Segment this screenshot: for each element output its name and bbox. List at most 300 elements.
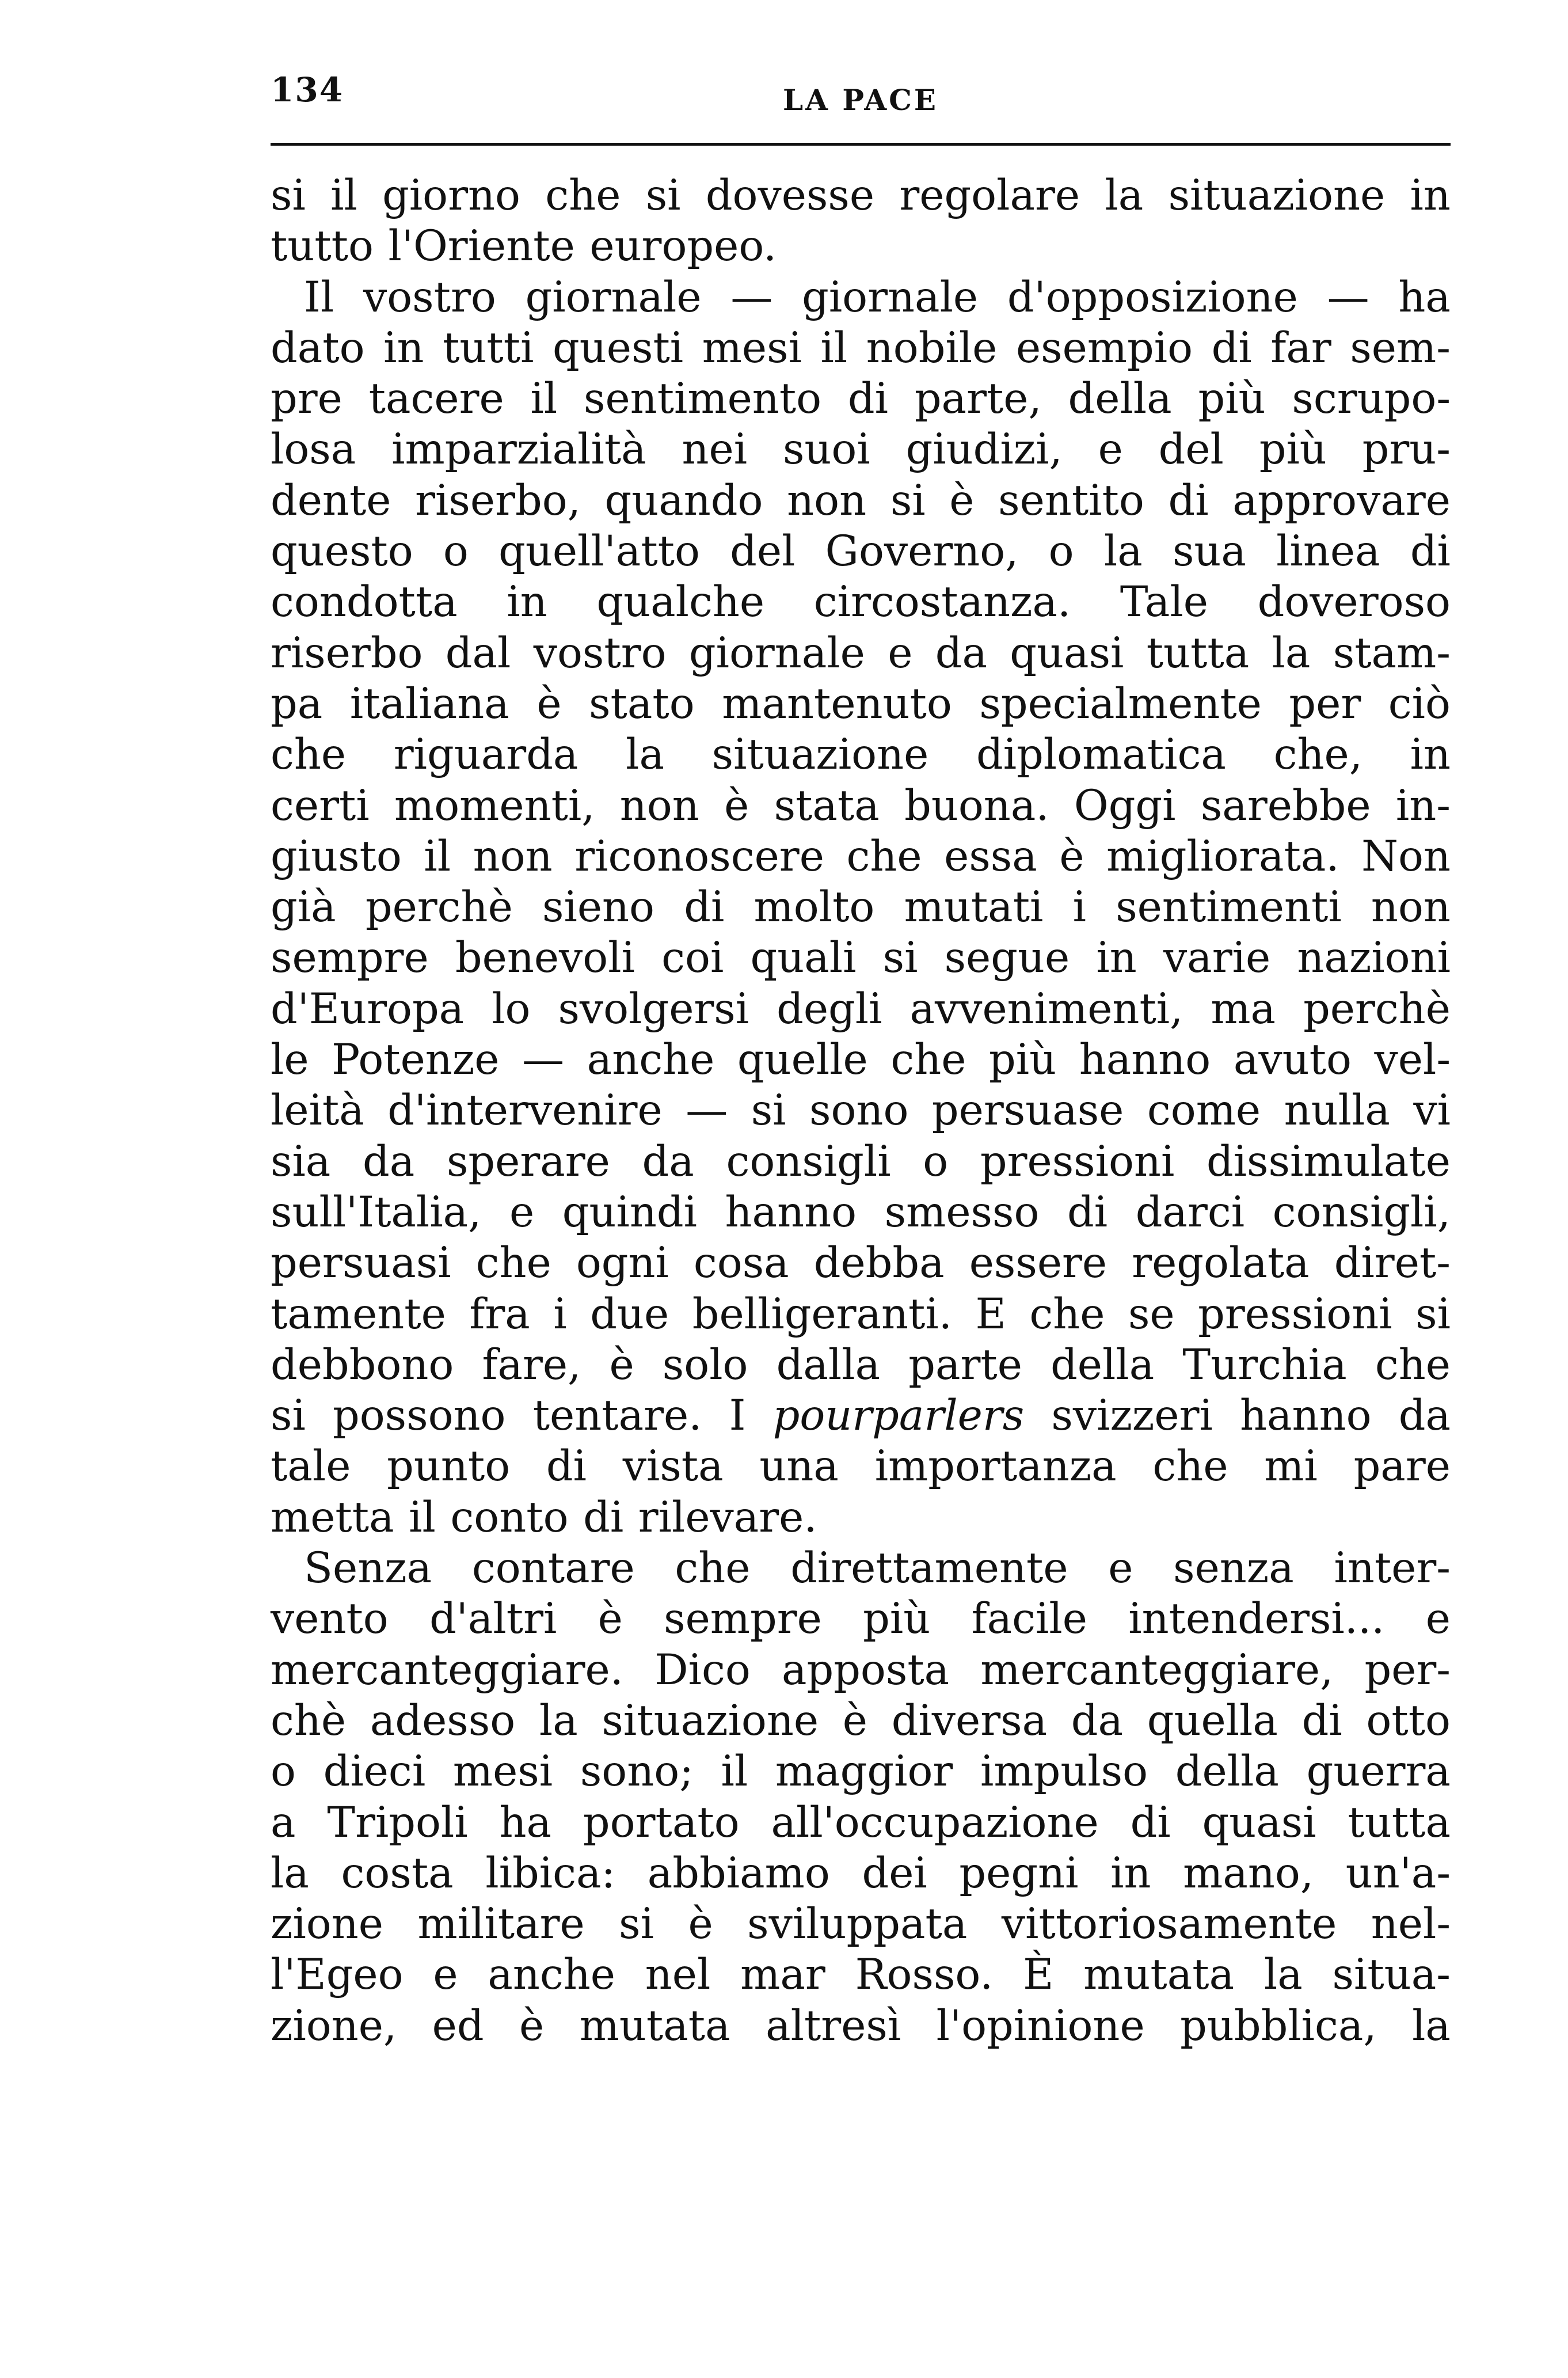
word: consigli: [726, 1137, 891, 1186]
text-line: [271, 1746, 1451, 1797]
text-line: [271, 1391, 1451, 1441]
word: metta: [271, 1492, 394, 1542]
word: ma: [1211, 984, 1276, 1034]
word: in: [1410, 730, 1451, 780]
text-line: [271, 882, 1451, 933]
word: impulso: [980, 1747, 1148, 1796]
word: più: [1198, 374, 1266, 424]
word: di: [847, 374, 888, 424]
word: e: [1425, 1594, 1451, 1644]
word: Rosso.: [855, 1950, 994, 2000]
word: mesi: [452, 1747, 553, 1796]
word: —: [730, 272, 773, 322]
word: non: [787, 476, 867, 525]
word: come: [1147, 1086, 1261, 1135]
text-line: [271, 170, 1451, 221]
word: pa: [271, 679, 323, 728]
word: sempre: [271, 933, 429, 983]
word: hanno: [1079, 1035, 1211, 1085]
word: Governo,: [825, 527, 1019, 576]
word: diversa: [891, 1696, 1048, 1745]
word: momenti,: [394, 781, 595, 830]
word: avvenimenti,: [909, 984, 1183, 1034]
word: sarebbe: [1200, 781, 1371, 830]
word: vista: [622, 1442, 724, 1491]
word: il: [424, 831, 451, 881]
word: solo: [662, 1340, 748, 1389]
text-line: [271, 679, 1451, 730]
word: giusto: [271, 831, 402, 881]
word: dente: [271, 476, 391, 525]
word: possono: [332, 1391, 506, 1441]
word: si: [271, 1391, 306, 1441]
text-line: [271, 730, 1451, 780]
word: di: [1168, 476, 1209, 525]
word: Dico: [654, 1645, 751, 1695]
word: sua: [1172, 527, 1246, 576]
word: vel-: [1374, 1035, 1451, 1085]
word: i: [1072, 883, 1086, 932]
word: nulla: [1284, 1086, 1390, 1135]
word: mantenuto: [722, 679, 952, 728]
word: che: [1152, 1442, 1228, 1491]
word: e: [1108, 1544, 1133, 1593]
word: dalla: [776, 1340, 881, 1389]
word: sono;: [580, 1747, 694, 1796]
text-line: [271, 781, 1451, 831]
word: ciò: [1388, 679, 1451, 728]
word: o: [443, 527, 469, 576]
word: d'intervenire: [387, 1086, 663, 1135]
word: è: [688, 1900, 713, 1949]
word: molto: [753, 883, 875, 932]
word: per: [1289, 679, 1361, 728]
word: già: [271, 883, 336, 932]
text-line: [271, 374, 1451, 424]
word: che: [846, 831, 922, 881]
word: suoi: [782, 425, 870, 474]
word: tamente: [271, 1289, 446, 1339]
word: nel-: [1371, 1900, 1451, 1949]
word: è: [597, 1594, 623, 1644]
word: di: [1067, 1187, 1108, 1237]
word: e: [1098, 425, 1123, 474]
word: approvare: [1232, 476, 1451, 525]
word: per-: [1364, 1645, 1451, 1695]
word: l'opinione: [936, 2001, 1145, 2050]
word: hanno: [1240, 1391, 1372, 1441]
word: vi: [1413, 1086, 1451, 1135]
word: la: [1412, 2001, 1451, 2050]
word: la: [539, 1696, 578, 1745]
word: in: [1410, 171, 1451, 220]
word: tutto: [271, 222, 374, 271]
word: vostro: [533, 628, 667, 678]
text-line: [271, 221, 1451, 272]
word: vostro: [363, 272, 496, 322]
word: dal: [445, 628, 511, 678]
word: ogni: [576, 1239, 669, 1288]
word: quindi: [562, 1187, 697, 1237]
word: in: [383, 323, 424, 373]
word: è: [519, 2001, 545, 2050]
word: sia: [271, 1137, 331, 1186]
word: quali: [750, 933, 857, 983]
word: che: [675, 1544, 751, 1593]
word: È: [1023, 1950, 1054, 2000]
word: debba: [813, 1239, 945, 1288]
word: riconoscere: [574, 831, 824, 881]
word: si: [890, 476, 926, 525]
text-line: [271, 1441, 1451, 1492]
word: losa: [271, 425, 356, 474]
text-line: [271, 1492, 1451, 1543]
word: importanza: [874, 1442, 1117, 1491]
word: quando: [604, 476, 763, 525]
text-line: [271, 1696, 1451, 1746]
word: i: [553, 1289, 567, 1339]
word: sentimenti: [1116, 883, 1342, 932]
word: quasi: [1202, 1798, 1316, 1847]
word: mutata: [1083, 1950, 1235, 2000]
word: lo: [492, 984, 531, 1034]
word: da: [642, 1137, 694, 1186]
word: sem-: [1350, 323, 1451, 373]
word: hanno: [725, 1187, 857, 1237]
word: zione: [271, 1900, 383, 1949]
word: Potenze: [332, 1035, 500, 1085]
word: che: [890, 1035, 966, 1085]
word: situazione: [711, 730, 929, 780]
word: o: [923, 1137, 949, 1186]
word: tutta: [1146, 628, 1250, 678]
text-line: [271, 1340, 1451, 1391]
text-line: [271, 1289, 1451, 1340]
word: italiana: [349, 679, 509, 728]
text-line: [271, 272, 1451, 323]
word: e: [433, 1950, 458, 2000]
word: mesi: [702, 323, 802, 373]
word: la: [1103, 527, 1143, 576]
word: tale: [271, 1442, 351, 1491]
text-line: [271, 1035, 1451, 1085]
word: —: [1327, 272, 1369, 322]
word: il: [409, 1492, 436, 1542]
word: le: [271, 1035, 309, 1085]
word: belligeranti.: [692, 1289, 952, 1339]
word: libica:: [485, 1848, 616, 1898]
word: d'altri: [429, 1594, 557, 1644]
word: senza: [1173, 1544, 1294, 1593]
text-line: [271, 1187, 1451, 1238]
word: buona.: [904, 781, 1049, 830]
word: dato: [271, 323, 365, 373]
word: pre: [271, 374, 342, 424]
word: maggior: [775, 1747, 953, 1796]
text-line: [271, 526, 1451, 577]
word: giornale: [688, 628, 865, 678]
text-line: [271, 1950, 1451, 2000]
word: si: [271, 171, 306, 220]
word: che: [1029, 1289, 1105, 1339]
word: coi: [661, 933, 724, 983]
word: tutta: [1348, 1798, 1451, 1847]
word: quell'atto: [498, 527, 700, 576]
word: è: [536, 679, 562, 728]
word: esempio: [1015, 323, 1193, 373]
word: leità: [271, 1086, 364, 1135]
body-text: [271, 170, 1451, 2052]
word: portato: [583, 1798, 740, 1847]
word: guerra: [1306, 1747, 1451, 1796]
word: dissimulate: [1206, 1137, 1451, 1186]
word: fare,: [482, 1340, 581, 1389]
word: pare: [1353, 1442, 1451, 1491]
word: di: [1211, 323, 1252, 373]
word: diplomatica: [976, 730, 1226, 780]
word: sieno: [542, 883, 654, 932]
text-line: [271, 1848, 1451, 1899]
word: chè: [271, 1696, 347, 1745]
word: condotta: [271, 578, 458, 627]
word: da: [1071, 1696, 1124, 1745]
word: ed: [432, 2001, 484, 2050]
word: doveroso: [1257, 578, 1451, 627]
word: una: [759, 1442, 839, 1491]
word: —: [522, 1035, 565, 1085]
word: di: [1130, 1798, 1171, 1847]
word: persuase: [931, 1086, 1124, 1135]
word: Tale: [1120, 578, 1208, 627]
word: si: [882, 933, 918, 983]
word: migliorata.: [1106, 831, 1339, 881]
word: giudizi,: [905, 425, 1063, 474]
text-line: [271, 1899, 1451, 1950]
word: mercanteggiare.: [271, 1645, 623, 1695]
word: di: [684, 883, 725, 932]
word: due: [590, 1289, 669, 1339]
word: la: [626, 730, 664, 780]
word: regolare: [899, 171, 1080, 220]
word: pressioni: [980, 1137, 1175, 1186]
word: militare: [417, 1900, 585, 1949]
word: tacere: [368, 374, 504, 424]
word: ha: [1398, 272, 1451, 322]
word: pourparlers: [772, 1391, 1025, 1441]
word: situazione: [1168, 171, 1386, 220]
text-line: [271, 628, 1451, 679]
word: Il: [304, 272, 334, 322]
text-line: [271, 1137, 1451, 1187]
header-rule: [271, 143, 1451, 146]
word: è: [609, 1340, 634, 1389]
word: Tripoli: [327, 1798, 468, 1847]
word: Non: [1361, 831, 1451, 881]
word: mar: [740, 1950, 825, 2000]
word: quella: [1147, 1696, 1278, 1745]
word: la: [1272, 628, 1311, 678]
word: ha: [499, 1798, 552, 1847]
word: il: [820, 323, 848, 373]
word: più: [863, 1594, 931, 1644]
word: tutti: [443, 323, 534, 373]
word: sempre: [664, 1594, 822, 1644]
word: pressioni: [1198, 1289, 1392, 1339]
word: mercanteggiare,: [980, 1645, 1334, 1695]
word: degli: [777, 984, 882, 1034]
word: vittoriosamente: [1001, 1900, 1337, 1949]
word: all'occupazione: [771, 1798, 1099, 1847]
word: pru-: [1362, 425, 1451, 474]
word: che,: [1273, 730, 1363, 780]
word: parte: [908, 1340, 1022, 1389]
word: si: [645, 171, 681, 220]
word: del: [730, 527, 796, 576]
word: si: [1415, 1289, 1451, 1339]
word: il: [530, 374, 558, 424]
word: svolgersi: [558, 984, 749, 1034]
word: questo: [271, 527, 413, 576]
word: la: [271, 1848, 309, 1898]
word: dovesse: [705, 171, 875, 220]
word: darci: [1135, 1187, 1245, 1237]
text-line: [271, 1238, 1451, 1289]
word: linea: [1276, 527, 1380, 576]
word: perchè: [1303, 984, 1451, 1034]
word: anche: [587, 1035, 715, 1085]
text-line: [271, 323, 1451, 374]
word: circostanza.: [813, 578, 1071, 627]
word: far: [1270, 323, 1331, 373]
word: essa: [944, 831, 1037, 881]
word: qualche: [596, 578, 765, 627]
word: che: [271, 730, 347, 780]
word: specialmente: [979, 679, 1262, 728]
text-line: [271, 933, 1451, 983]
word: di: [1301, 1696, 1342, 1745]
word: non: [619, 781, 699, 830]
running-head: [271, 70, 1451, 122]
word: riserbo: [271, 628, 423, 678]
word: scrupo-: [1292, 374, 1451, 424]
word: in: [507, 578, 547, 627]
word: parte,: [914, 374, 1042, 424]
word: la: [1263, 1950, 1303, 2000]
word: o: [1048, 527, 1074, 576]
word: non: [1371, 883, 1451, 932]
word: un'a-: [1345, 1848, 1451, 1898]
text-line: [271, 1798, 1451, 1848]
word: o: [271, 1747, 296, 1796]
running-title: LA PACE: [783, 83, 939, 117]
word: è: [724, 781, 749, 830]
word: il: [721, 1747, 748, 1796]
page-number: 134: [271, 70, 344, 109]
word: vento: [271, 1594, 389, 1644]
word: da: [935, 628, 987, 678]
word: l'Oriente: [388, 222, 575, 271]
word: imparzialità: [391, 425, 646, 474]
word: in: [1096, 933, 1137, 983]
word: certi: [271, 781, 370, 830]
word: giorno: [382, 171, 520, 220]
word: che: [545, 171, 621, 220]
word: situazione: [602, 1696, 819, 1745]
word: nazioni: [1297, 933, 1451, 983]
word: quasi: [1010, 628, 1124, 678]
word: situa-: [1332, 1950, 1451, 2000]
word: giornale: [525, 272, 702, 322]
word: otto: [1366, 1696, 1451, 1745]
word: costa: [341, 1848, 454, 1898]
word: si: [619, 1900, 654, 1949]
word: abbiamo: [647, 1848, 830, 1898]
word: del: [1158, 425, 1224, 474]
word: smesso: [884, 1187, 1040, 1237]
word: consigli,: [1272, 1187, 1451, 1237]
word: questi: [553, 323, 684, 373]
word: di: [546, 1442, 587, 1491]
word: mi: [1264, 1442, 1318, 1491]
word: si: [751, 1086, 786, 1135]
word: e: [888, 628, 913, 678]
word: segue: [944, 933, 1070, 983]
word: altresì: [766, 2001, 901, 2050]
text-line: [271, 831, 1451, 882]
word: in: [1110, 1848, 1151, 1898]
word: rilevare.: [638, 1492, 817, 1542]
word: sentito: [998, 476, 1144, 525]
word: regolata: [1132, 1239, 1310, 1288]
word: Senza: [304, 1544, 432, 1593]
word: essere: [969, 1239, 1108, 1288]
word: europeo.: [589, 222, 777, 271]
text-line: [271, 1543, 1451, 1594]
word: di: [1410, 527, 1451, 576]
word: zione,: [271, 2001, 397, 2050]
word: E: [975, 1289, 1006, 1339]
word: giornale: [802, 272, 979, 322]
word: fra: [469, 1289, 530, 1339]
word: della: [1068, 374, 1172, 424]
word: anche: [488, 1950, 615, 2000]
word: di: [583, 1492, 624, 1542]
text-line: [271, 476, 1451, 526]
word: apposta: [781, 1645, 950, 1695]
word: più: [989, 1035, 1057, 1085]
word: facile: [971, 1594, 1087, 1644]
word: Oggi: [1074, 781, 1176, 830]
word: pubblica,: [1180, 2001, 1377, 2050]
word: l'Egeo: [271, 1950, 404, 2000]
word: nel: [645, 1950, 711, 2000]
text-line: [271, 577, 1451, 628]
word: benevoli: [455, 933, 635, 983]
word: diret-: [1334, 1239, 1451, 1288]
word: conto: [450, 1492, 569, 1542]
word: della: [1051, 1340, 1155, 1389]
word: stam-: [1333, 628, 1451, 678]
word: adesso: [370, 1696, 516, 1745]
word: direttamente: [790, 1544, 1068, 1593]
text-line: [271, 984, 1451, 1035]
word: da: [363, 1137, 415, 1186]
word: contare: [471, 1544, 635, 1593]
word: che: [475, 1239, 551, 1288]
word: —: [686, 1086, 728, 1135]
word: è: [842, 1696, 867, 1745]
word: riguarda: [393, 730, 579, 780]
